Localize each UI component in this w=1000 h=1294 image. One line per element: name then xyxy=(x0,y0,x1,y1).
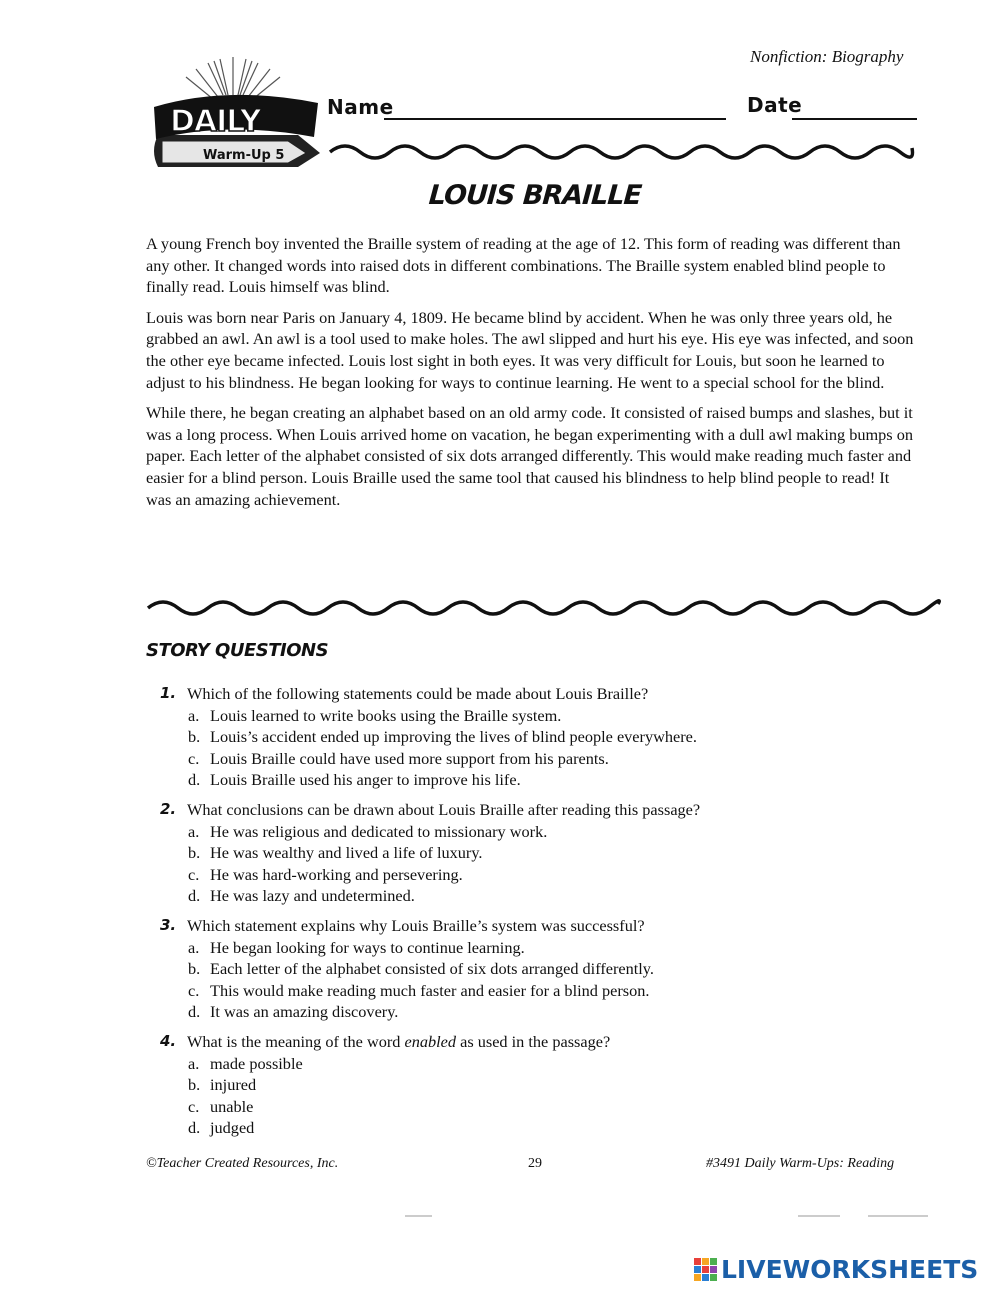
question-number: 4. xyxy=(160,1031,177,1050)
logo-square xyxy=(702,1266,709,1273)
option-letter: d. xyxy=(188,770,201,790)
option-text: He was lazy and undetermined. xyxy=(210,886,415,906)
option-letter: c. xyxy=(188,748,200,768)
option-text: It was an amazing discovery. xyxy=(210,1002,399,1022)
question-text: What conclusions can be drawn about Louis Braille after reading this passage? xyxy=(187,799,701,819)
genre-label: Nonfiction: Biography xyxy=(750,47,904,66)
option-letter: b. xyxy=(188,959,201,979)
option-letter: b. xyxy=(188,1075,201,1095)
logo-square xyxy=(694,1266,701,1273)
option-text: Louis’s accident ended up improving the lives of blind people everywhere. xyxy=(210,727,697,747)
question-keyword: enabled xyxy=(404,1031,457,1051)
option-text: Each letter of the alphabet consisted of six dots arranged differently. xyxy=(210,959,654,979)
question-number: 1. xyxy=(160,684,177,702)
liveworksheets-brand[interactable] xyxy=(694,1255,978,1284)
logo-square xyxy=(694,1274,701,1281)
question-text-part: What is the meaning of the word xyxy=(187,1031,405,1051)
question-number: 2. xyxy=(160,799,177,818)
option-letter: b. xyxy=(188,727,201,747)
option-letter: a. xyxy=(188,821,200,841)
question-text-part: as used in the passage? xyxy=(456,1031,611,1051)
logo-square xyxy=(710,1274,717,1281)
option-text: injured xyxy=(210,1075,257,1095)
option-text: This would make reading much faster and easier for a blind person. xyxy=(210,980,650,1000)
footer-copyright: ©Teacher Created Resources, Inc. xyxy=(146,1156,339,1171)
option-text: Louis Braille used his anger to improve his life. xyxy=(210,770,521,790)
option-text: made possible xyxy=(210,1053,303,1073)
option-text: Louis learned to write books using the Braille system. xyxy=(210,705,562,725)
name-label: Name xyxy=(327,95,394,119)
question-text: Which statement explains why Louis Braille’s system was successful? xyxy=(187,915,645,935)
option-letter: c. xyxy=(188,1096,200,1116)
liveworksheets-wordmark: LIVEWORKSHEETS xyxy=(721,1255,979,1284)
page-title-text: LOUIS BRAILLE xyxy=(427,180,643,211)
option-text: Louis Braille could have used more support from his parents. xyxy=(210,748,609,768)
option-letter: a. xyxy=(188,1053,200,1073)
logo-square xyxy=(694,1258,701,1265)
story-questions-heading: STORY QUESTIONS xyxy=(146,640,329,661)
passage-paragraph: A young French boy invented the Braille system of reading at the age of 12. This form of reading was different than any other. It changed words into raised dots in different combinations. The Braille system enabled blind people to finally read. Louis himself was blind. xyxy=(146,234,901,297)
option-text: unable xyxy=(210,1096,254,1116)
passage-paragraph: While there, he began creating an alphabet based on an old army code. It consisted of raised bumps and slashes, but it was a long process. When Louis arrived home on vacation, he began experimenting with a dull awl making bumps on paper. Each letter of the alphabet consisted of six dots arranged differently. This would make reading much faster and easier for a blind person. Louis Braille used the same tool that caused his blindness to help blind people to read! It was an amazing achievement. xyxy=(146,403,913,509)
logo-square xyxy=(710,1258,717,1265)
footer-page-number: 29 xyxy=(528,1156,542,1171)
option-text: He was hard-working and persevering. xyxy=(210,864,463,884)
option-letter: c. xyxy=(188,864,200,884)
option-text: He was wealthy and lived a life of luxury. xyxy=(210,843,483,863)
logo-sub: Warm-Up 5 xyxy=(203,148,285,163)
question-number: 3. xyxy=(160,915,177,934)
option-letter: a. xyxy=(188,937,200,957)
logo-word: DAILY xyxy=(170,104,261,139)
option-letter: d. xyxy=(188,886,201,906)
liveworksheets-logo-icon xyxy=(694,1258,717,1281)
logo-square xyxy=(702,1274,709,1281)
option-letter: d. xyxy=(188,1002,201,1022)
logo-square xyxy=(710,1266,717,1273)
date-label: Date xyxy=(747,93,803,117)
logo-square xyxy=(702,1258,709,1265)
option-letter: b. xyxy=(188,843,201,863)
question-text: Which of the following statements could be made about Louis Braille? xyxy=(187,684,649,703)
option-text: judged xyxy=(210,1118,255,1138)
option-letter: c. xyxy=(188,980,200,1000)
footer-book-title: #3491 Daily Warm-Ups: Reading xyxy=(706,1156,895,1171)
option-letter: a. xyxy=(188,705,200,725)
option-letter: d. xyxy=(188,1118,201,1138)
passage-paragraph: Louis was born near Paris on January 4, 1809. He became blind by accident. When he was only three years old, he grabbed an awl. An awl is a tool used to make holes. The awl slipped and hurt his eye. His eye was infected, and soon the other eye became infected. Louis lost sight in both eyes. It was very difficult for Louis, but soon he learned to adjust to his blindness. He began looking for ways to continue learning. He went to a special school for the blind. xyxy=(146,307,914,392)
option-text: He was religious and dedicated to missionary work. xyxy=(210,821,548,841)
option-text: He began looking for ways to continue learning. xyxy=(210,937,525,957)
